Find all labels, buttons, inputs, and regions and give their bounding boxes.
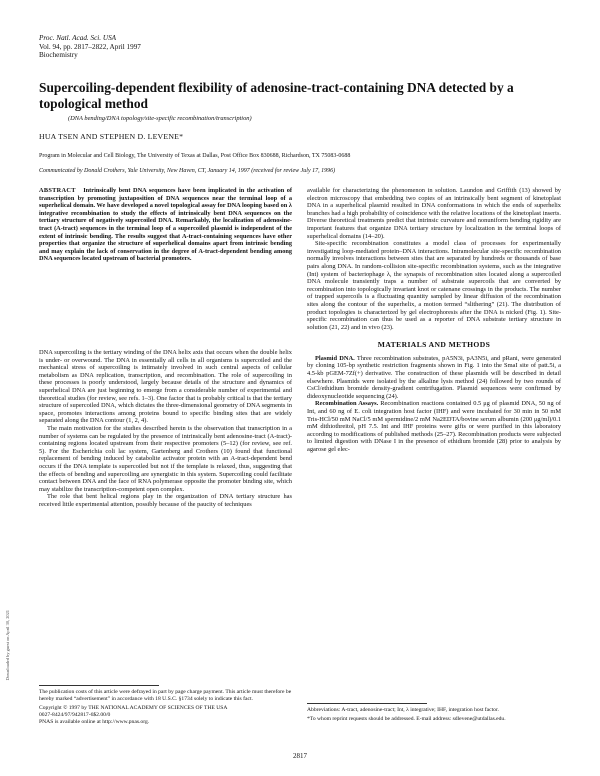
affiliation: Program in Molecular and Cell Biology, The University of Texas at Dallas, Post Office Box 830688, Richardson, TX 75083-0688 (39, 153, 351, 159)
journal-header (39, 34, 141, 60)
correspondence: *To whom reprint requests should be addressed. E-mail address: sdlevene@utdallas.edu. (307, 715, 506, 722)
journal-name: Proc. Natl. Acad. Sci. USA (39, 34, 117, 42)
abstract-text: Intrinsically bent DNA sequences have been implicated in the activation of transcription by promoting juxtaposition of DNA sequences near the terminal loop of a superhelical domain. We have developed a novel topological assay for DNA looping based on λ integrative recombination to study the effects of intrinsically bent DNA sequences on the tertiary structure of negatively supercoiled DNA. Remarkably, the localization of adenosine-tract (A-tract) sequences in the terminal loop of a supercoiled plasmid is independent of the extent of intrinsic bending. The results suggest that A-tract-containing sequences have other properties that organize the structure of superhelical domains apart from intrinsic bending and may explain the lack of conservation in the degree of A-tract-dependent bending among DNA sequences located upstream of bacterial promoters. (39, 187, 292, 263)
body-paragraph: Site-specific recombination constitutes a model class of processes for experimentally investigating loop-mediated protein–DNA interactions. Intramolecular site-specific recombination normally involves interactions between sites that are separated by hundreds or thousands of base pairs along DNA. In random-collision site-specific recombination systems, such as the integrative (Int) system of bacteriophage λ, the synapsis of recombination sites located along a supercoiled DNA molecule transiently traps a number of substrate supercoils that are converted by recombination into topologically invariant knot or catenane crossings in the products. The number of trapped supercoils is a fluctuating quantity sampled by linear diffusion of the recombination sites along the contour of the superhelix, a motion termed “slithering” (21). The distribution of product topologies is characterized by gel electrophoresis after the DNA is nicked (Fig. 1). Site-specific recombination can thus be used as a reporter of DNA substrate tertiary structure in solution (21, 22) and in vivo (23). (307, 240, 561, 331)
abbreviations: Abbreviations: A-tract, adenosine-tract; Int, λ integrative; IHF, integration host factor. (307, 707, 499, 713)
methods-subheading: Recombination Assays. (315, 400, 379, 408)
body-paragraph: The main motivation for the studies described herein is the observation that transcription in a number of systems can be regulated by the presence of intrinsically bent adenosine-tract (A-tract)-containing regions located upstream from their respective promoters (5–12) (for review, see ref. 5). For the Escherichia coli lac system, Gartenberg and Crothers (10) found that functional replacement of bending induced by catabolite activator protein with an A-tract-dependent bend occurs if the DNA template is supercoiled but not if the template is relaxed, thus, suggesting that the effects of bending and supercoiling are synergistic in this system. Supercoiling could facilitate contact between DNA and the face of RNA polymerase opposite the promoter binding site, which may stabilize the transcription-competent open complex. (39, 424, 292, 493)
body-paragraph: available for characterizing the phenomenon in solution. Laundon and Griffith (13) showed by electron microscopy that embedding two copies of an intrinsically bent segment of kinetoplast DNA in a superhelical plasmid resulted in DNA conformations in which the ends of superhelix branches had a high probability of coincidence with the relative locations of the kinetoplast inserts. Diverse theoretical treatments predict that intrinsic curvature and nonuniform bending rigidity are important features that organize DNA tertiary structure by localization in the terminal loops of superhelical domains (14–20). (307, 187, 561, 240)
methods-paragraph (307, 355, 561, 401)
article-code: 0027-8424/97/942817-6$2.00/0 (39, 712, 111, 719)
body-paragraph: The role that bent helical regions play in the organization of DNA tertiary structure has received little experimental attention, possibly because of the paucity of techniques (39, 493, 292, 508)
body-paragraph: DNA supercoiling is the tertiary winding of the DNA helix axis that occurs when the double helix is under- or overwound. The DNA in essentially all cells in all organisms is supercoiled and the mechanical stress of supercoiling is intimately involved in such central aspects of cellular metabolism as DNA replication, transcription, and recombination. The role of supercoiling in these processes is poorly understood, largely because details of the structure and dynamics of superhelical DNA are just beginning to emerge from a considerable number of experimental and theoretical studies (for review, see refs. 1–3). One factor that is probably critical is that the tertiary structure of supercoiled DNA, which dictates the three-dimensional geometry of DNA segments in space, promotes interactions among proteins bound to specific binding sites that are widely separated along the DNA contour (1, 2, 4). (39, 349, 292, 425)
methods-text: Recombination reactions contained 0.5 μg of plasmid DNA, 50 ng of Int, and 60 ng of E. coli integration host factor (IHF) and were incubated for 30 min in 50 mM Tris-HCl/50 mM NaCl/5 mM spermidine/2 mM Na2EDTA/bovine serum albumin (200 μg/ml)/0.1 mM dithiothreitol, pH 7.5. Int and IHF proteins were gifts or were purified in this laboratory according to modifications of published methods (25–27). Recombination products were subjected to limited digestion with DNase I in the presence of ethidium bromide (28) prior to analysis by agarose gel elec- (307, 400, 561, 453)
methods-paragraph (307, 400, 561, 453)
publication-costs: The publication costs of this article were defrayed in part by page charge payment. This article must therefore be hereby marked “advertisement” in accordance with 18 U.S.C. §1734 solely to indicate this fact. (39, 689, 292, 702)
footnote-left (39, 689, 292, 726)
keywords: (DNA bending/DNA topology/site-specific recombination/transcription) (68, 115, 252, 122)
body-right-column (307, 187, 561, 454)
footnote-right (307, 707, 561, 722)
pnas-online: PNAS is available online at http://www.pnas.org. (39, 718, 150, 725)
abstract-label: ABSTRACT (39, 187, 76, 194)
authors: HUA TSEN AND STEPHEN D. LEVENE* (39, 132, 184, 141)
methods-text: Three recombination substrates, pA5N3i, pA3N5i, and pRani, were generated by cloning 105-bp synthetic restriction fragments shown in Fig. 1 into the SmaI site of patt.5i, a 4.5-kb pGEM-7Zf(+) derivative. The construction of these plasmids will be described in detail elsewhere. Plasmids were isolated by the alkaline lysis method (24) followed by two rounds of CsCl/ethidium bromide density-gradient centrifugation. Plasmid sequences were confirmed by dideoxynucleotide sequencing (24). (307, 354, 562, 400)
article-title: Supercoiling-dependent flexibility of adenosine-tract-containing DNA detected by a topological method (39, 80, 514, 111)
download-note: Downloaded by guest on April 30, 2021 (5, 610, 10, 681)
section-label: Biochemistry (39, 51, 78, 60)
methods-subheading: Plasmid DNA. (315, 354, 355, 362)
methods-heading: MATERIALS AND METHODS (377, 340, 491, 350)
communicated-by: Communicated by Donald Crothers, Yale University, New Haven, CT, January 14, 1997 (received for review July 17, 1996) (39, 168, 336, 174)
footnote-rule (39, 685, 159, 686)
page-number: 2817 (293, 752, 307, 760)
volume-info: Vol. 94, pp. 2817–2822, April 1997 (39, 42, 141, 51)
copyright: Copyright © 1997 by THE NATIONAL ACADEMY OF SCIENCES OF THE USA (39, 705, 228, 712)
footnote-rule (307, 703, 427, 704)
abstract (39, 187, 292, 263)
body-left-column (39, 349, 292, 508)
